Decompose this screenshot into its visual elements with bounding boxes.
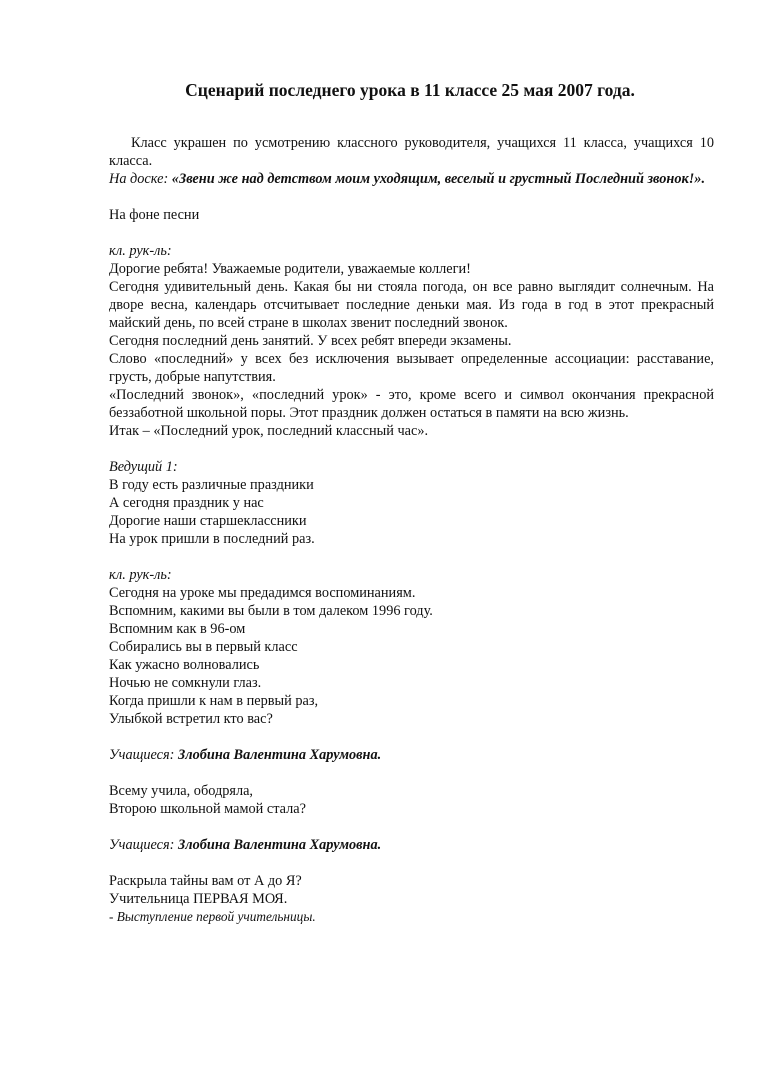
students-answer-2	[109, 836, 714, 854]
host1-verse-line: В году есть различные праздники	[109, 477, 314, 493]
teacher-verse-line: Вспомним, какими вы были в том далеком 1996 году.	[109, 603, 433, 619]
students-label: Учащиеся:	[109, 837, 175, 853]
teacher-verse-line: Когда пришли к нам в первый раз,	[109, 693, 319, 709]
teacher-verse-line: Как ужасно волновались	[109, 657, 260, 673]
teacher-verse-line: Улыбкой встретил кто вас?	[109, 711, 273, 727]
verse2-line: Второю школьной мамой стала?	[109, 801, 306, 817]
teacher-speech-p3: Сегодня последний день занятий. У всех ребят впереди экзамены.	[109, 333, 512, 349]
board-text: «Звени же над детством моим уходящим, веселый и грустный Последний звонок!».	[171, 171, 706, 187]
speaker-host1-label: Ведущий 1:	[109, 459, 178, 475]
teacher-verse-line: Собирались вы в первый класс	[109, 639, 298, 655]
document-body	[109, 134, 714, 926]
verse3-line: Раскрыла тайны вам от А до Я?	[109, 873, 302, 889]
teacher-verse-line: Ночью не сомкнули глаз.	[109, 675, 262, 691]
students-label: Учащиеся:	[109, 747, 175, 763]
teacher-speech-p5: «Последний звонок», «последний урок» - это, кроме всего и символ окончания прекрасной беззаботной школьной поры. Этот праздник должен остаться в памяти на всю жизнь.	[109, 387, 714, 421]
teacher-speech-p1: Дорогие ребята! Уважаемые родители, уважаемые коллеги!	[109, 261, 471, 277]
board-paragraph	[109, 170, 714, 188]
host1-verse-line: На урок пришли в последний раз.	[109, 531, 315, 547]
teacher-speech-p6: Итак – «Последний урок, последний классный час».	[109, 423, 429, 439]
teacher-verse-line: Сегодня на уроке мы предадимся воспоминаниям.	[109, 585, 416, 601]
teacher-speech-p2: Сегодня удивительный день. Какая бы ни стояла погода, он все равно выглядит солнечным. На дворе весна, календарь отсчитывает последние деньки мая. Из года в год в этот прекрасный майский день, по всей стране в школах звенит последний звонок.	[109, 279, 714, 331]
speaker-teacher-label: кл. рук-ль:	[109, 243, 172, 259]
students-answer-name: Злобина Валентина Харумовна.	[178, 747, 382, 763]
page-title: Сценарий последнего урока в 11 классе 25 мая 2007 года.	[185, 80, 635, 100]
students-answer-name: Злобина Валентина Харумовна.	[178, 837, 382, 853]
students-answer-1	[109, 746, 714, 764]
teacher-speech-p4: Слово «последний» у всех без исключения вызывает определенные ассоциации: расставание, грусть, добрые напутствия.	[109, 351, 714, 385]
verse3-line: Учительница ПЕРВАЯ МОЯ.	[109, 891, 288, 907]
stage-note: - Выступление первой учительницы.	[109, 909, 316, 924]
board-label: На доске:	[109, 171, 169, 187]
speaker-teacher-label-2: кл. рук-ль:	[109, 567, 172, 583]
background-song-line: На фоне песни	[109, 207, 200, 223]
verse2-line: Всему учила, ободряла,	[109, 783, 254, 799]
host1-verse-line: А сегодня праздник у нас	[109, 495, 264, 511]
host1-verse-line: Дорогие наши старшеклассники	[109, 513, 307, 529]
intro-paragraph: Класс украшен по усмотрению классного руководителя, учащихся 11 класса, учащихся 10 класса.	[109, 135, 714, 169]
teacher-verse-line: Вспомним как в 96-ом	[109, 621, 246, 637]
